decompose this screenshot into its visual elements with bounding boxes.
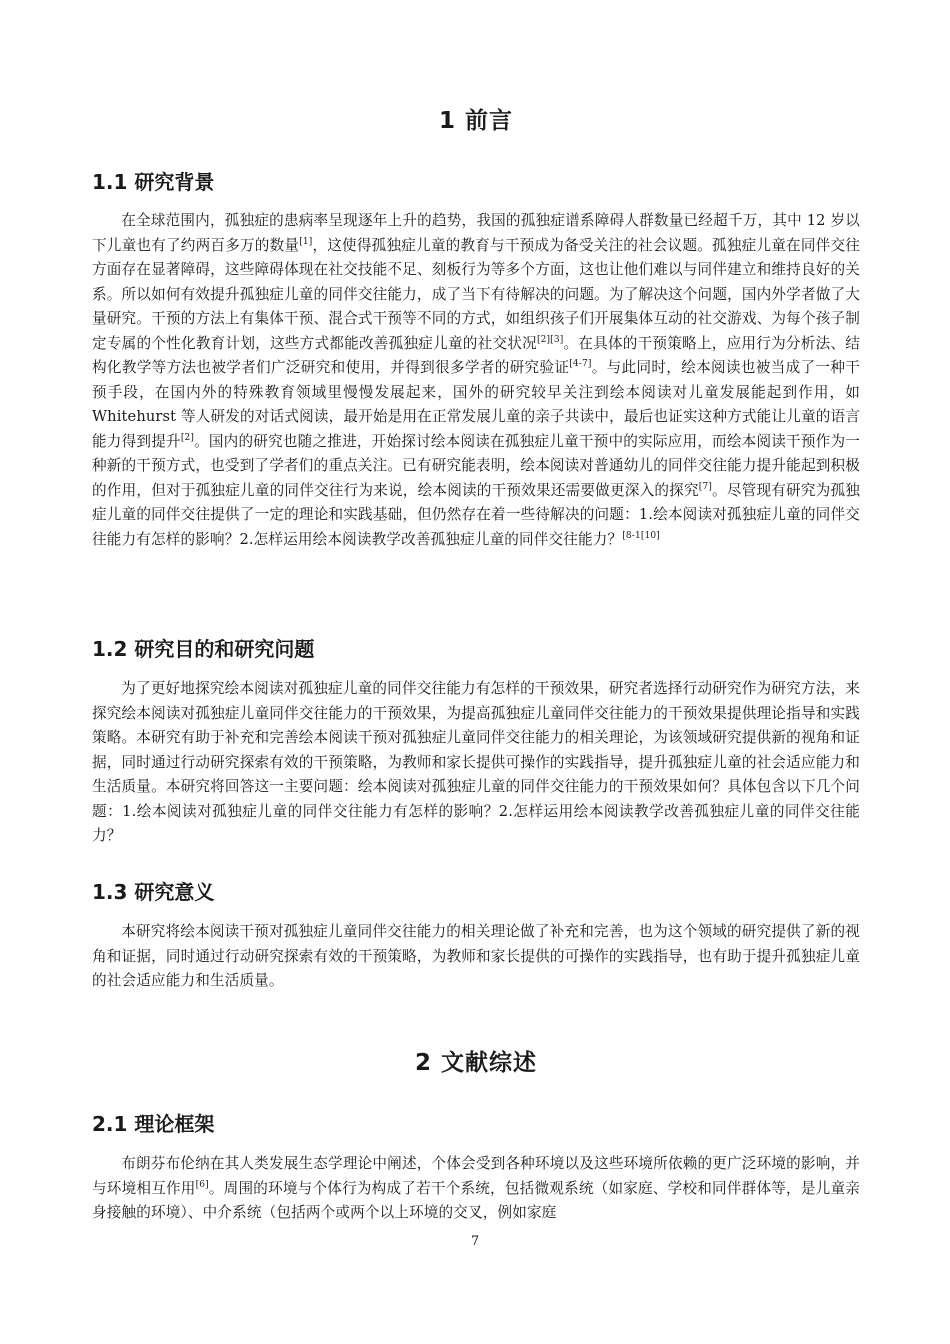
paragraph-research-background (92, 209, 860, 552)
paragraph-research-purpose (92, 677, 860, 849)
citation: [8-1[10] (622, 530, 660, 541)
text-run: 。国内的研究也随之推进，开始探讨绘本阅读在孤独症儿童干预中的实际应用，而绘本阅读干预作为一种新的干预方式，也受到了学者们的重点关注。已有研究能表明，绘本阅读对普通幼儿的同伴交往能力提升能起到积极的作用，但对于孤独症儿童的同伴交往行为来说，绘本阅读的干预效果还需要做更深入的探究 (92, 432, 860, 499)
text-run: 为了更好地探究绘本阅读对孤独症儿童的同伴交往能力有怎样的干预效果，研究者选择行动研究作为研究方法，来探究绘本阅读对孤独症儿童同伴交往能力的干预效果，为提高孤独症儿童同伴交往能力的干预效果提供理论指导和实践策略。本研究有助于补充和完善绘本阅读干预对孤独症儿童同伴交往能力的相关理论，为该领域研究提供新的视角和证据，同时通过行动研究探索有效的干预策略，为教师和家长提供可操作的实践指导，提升孤独症儿童的社会适应能力和生活质量。本研究将回答这一主要问题：绘本阅读对孤独症儿童的同伴交往能力的干预效果如何？具体包含以下几个问题：1.绘本阅读对孤独症儿童的同伴交往能力有怎样的影响？2.怎样运用绘本阅读教学改善孤独症儿童的同伴交往能力？ (92, 680, 860, 844)
text-run: 布朗芬布伦纳在其人类发展生态学理论中阐述，个体会受到各种环境以及这些环境所依赖的更广泛环境的影响，并与环境相互作用 (92, 1155, 860, 1197)
text-run: 。周围的环境与个体行为构成了若干个系统，包括微观系统（如家庭、学校和同伴群体等，是儿童亲身接触的环境）、中介系统（包括两个或两个以上环境的交叉，例如家庭 (92, 1179, 860, 1221)
text-run: 本研究将绘本阅读干预对孤独症儿童同伴交往能力的相关理论做了补充和完善，也为这个领域的研究提供了新的视角和证据，同时通过行动研究探索有效的干预策略，为教师和家长提供的可操作的实践指导，也有助于提升孤独症儿童的社会适应能力和生活质量。 (92, 923, 860, 989)
citation: [2][3] (536, 334, 564, 345)
citation: [7] (698, 481, 712, 492)
citation: [1] (299, 236, 313, 247)
section-heading-1-1: 1.1 研究背景 (92, 170, 215, 194)
chapter-title-1: 1 前言 (438, 108, 513, 134)
section-heading-1-3: 1.3 研究意义 (92, 880, 215, 904)
section-heading-2-1: 2.1 理论框架 (92, 1112, 215, 1136)
citation: [2] (180, 432, 195, 443)
paragraph-theoretical-framework (92, 1152, 860, 1226)
citation: [4-7] (569, 359, 592, 370)
chapter-title-2: 2 文献综述 (414, 1050, 537, 1076)
text-run: ，这使得孤独症儿童的教育与干预成为备受关注的社会议题。孤独症儿童在同伴交往方面存在显著障碍，这些障碍体现在社交技能不足、刻板行为等多个方面，这也让他们难以与同伴建立和维持良好的关系。所以如何有效提升孤独症儿童的同伴交往能力，成了当下有待解决的问题。为了解决这个问题，国内外学者做了大量研究。干预的方法上有集体干预、混合式干预等不同的方式，如组织孩子们开展集体互动的社交游戏、为每个孩子制定专属的个性化教育计划，这些方式都能改善孤独症儿童的社交状况 (92, 236, 860, 352)
text-run: 。在具体的干预策略上，应用行为分析法、结构化教学等方法也被学者们广泛研究和使用，并得到很多学者的研究验证 (92, 334, 860, 376)
text-run: 。尽管现有研究为孤独症儿童的同伴交往提供了一定的理论和实践基础，但仍然存在着一些待解决的问题：1.绘本阅读对孤独症儿童的同伴交往能力有怎样的影响？2.怎样运用绘本阅读教学改善孤独症儿童的同伴交往能力？ (92, 481, 860, 548)
citation: [6] (195, 1179, 209, 1190)
page-number: 7 (470, 1234, 480, 1249)
text-run: 。与此同时，绘本阅读也被当成了一种干预手段，在国内外的特殊教育领域里慢慢发展起来，国外的研究较早关注到绘本阅读对儿童发展能起到作用，如 Whitehurst 等人研发的对话式阅读，最开始是用在正常发展儿童的亲子共读中，最后也证实这种方式能让儿童的语言能力得到提升 (92, 359, 860, 450)
paragraph-research-significance (92, 920, 860, 994)
text-run: 在全球范围内，孤独症的患病率呈现逐年上升的趋势，我国的孤独症谱系障碍人群数量已经超千万，其中 12 岁以下儿童也有了约两百多万的数量 (92, 212, 860, 254)
section-heading-1-2: 1.2 研究目的和研究问题 (92, 637, 315, 661)
